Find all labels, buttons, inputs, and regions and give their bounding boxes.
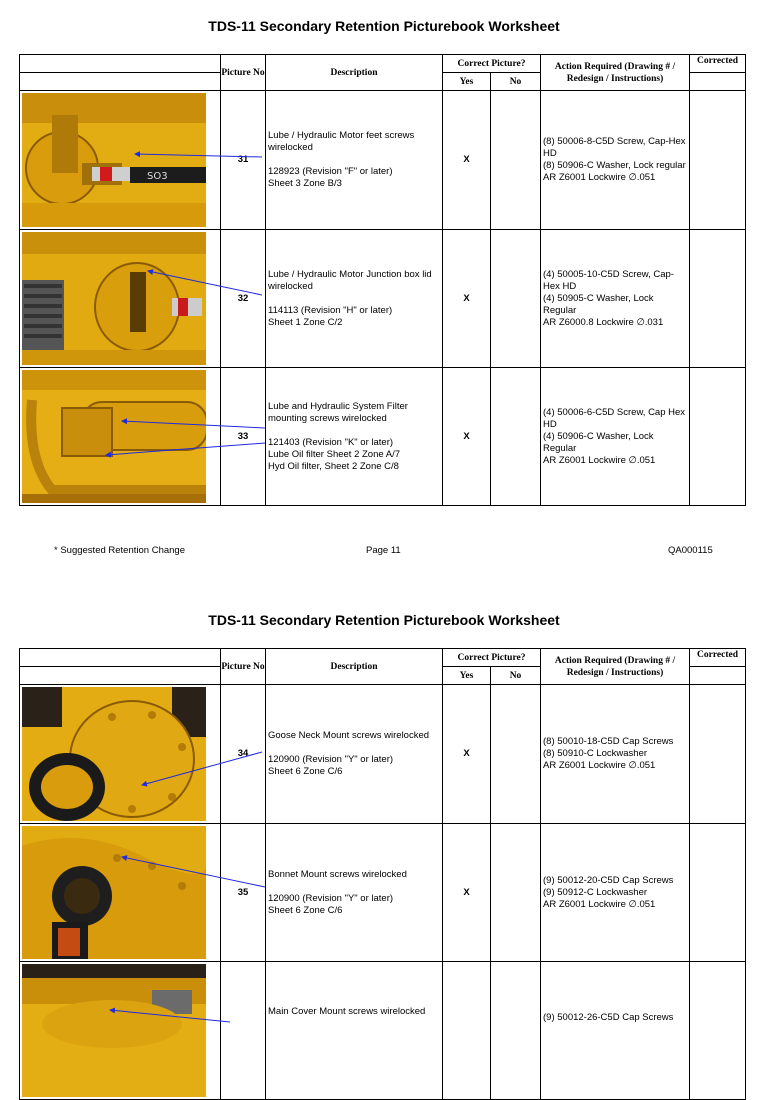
photo-goose-neck-mount-image	[22, 687, 206, 821]
table-row	[20, 91, 746, 230]
yes-checkbox[interactable]: X	[443, 368, 491, 506]
description-cell	[266, 824, 443, 962]
action-line: (9) 50912-C Lockwasher	[543, 886, 648, 898]
yes-checkbox[interactable]	[443, 962, 491, 1100]
footer-note: * Suggested Retention Change	[54, 545, 185, 556]
header-corrected-blank	[690, 73, 746, 91]
description-text: Lube / Hydraulic Motor feet screws wirelocked	[268, 130, 415, 153]
action-line: AR Z6001 Lockwire ∅.051	[543, 760, 656, 771]
description-text: Goose Neck Mount screws wirelocked	[268, 730, 430, 741]
action-line: (8) 50006-8-C5D Screw, Cap-Hex HD	[543, 136, 686, 159]
header-yes: Yes	[443, 73, 491, 91]
description-cell	[266, 368, 443, 506]
action-line: AR Z6001 Lockwire ∅.051	[543, 898, 656, 910]
description-text: Main Cover Mount screws wirelocked	[268, 1006, 426, 1017]
description-cell	[266, 685, 443, 824]
table-row	[20, 824, 746, 962]
description-text: Lube and Hydraulic System Filter mounting screws wirelocked	[268, 400, 408, 424]
action-line: AR Z6001 Lockwire ∅.051	[543, 172, 656, 183]
action-cell	[541, 91, 690, 230]
action-cell	[541, 685, 690, 824]
photo-cell	[20, 368, 221, 506]
no-checkbox[interactable]	[491, 962, 541, 1100]
header-correct-picture: Correct Picture?	[443, 649, 541, 667]
action-line: (4) 50005-10-C5D Screw, Cap-Hex HD	[543, 268, 674, 292]
header-corrected: Corrected	[690, 55, 746, 73]
description-reference: 120900 (Revision "Y" or later) Sheet 6 Zone C/6	[268, 754, 394, 777]
action-line: (9) 50012-20-C5D Cap Screws	[543, 874, 674, 886]
picture-number: 32	[221, 230, 266, 368]
description-reference: 114113 (Revision "H" or later) Sheet 1 Zone C/2	[268, 304, 393, 328]
header-description: Description	[266, 55, 443, 91]
header-blank	[20, 649, 221, 667]
action-line: AR Z6001 Lockwire ∅.051	[543, 454, 656, 466]
yes-checkbox[interactable]: X	[443, 824, 491, 962]
photo-cell	[20, 230, 221, 368]
description-reference: 128923 (Revision "F" or later) Sheet 3 Zone B/3	[268, 166, 393, 189]
no-checkbox[interactable]	[491, 824, 541, 962]
header-picture-no: Picture No	[221, 55, 266, 91]
action-line: (8) 50906-C Washer, Lock regular	[543, 160, 686, 171]
corrected-cell[interactable]	[690, 962, 746, 1100]
worksheet-table	[19, 54, 746, 506]
page-title: TDS-11 Secondary Retention Picturebook Worksheet	[208, 18, 560, 34]
no-checkbox[interactable]	[491, 368, 541, 506]
table-row	[20, 962, 746, 1100]
header-blank-2	[20, 73, 221, 91]
action-line: (4) 50905-C Washer, Lock Regular	[543, 292, 654, 316]
photo-bonnet-mount-image	[22, 826, 206, 959]
no-checkbox[interactable]	[491, 685, 541, 824]
photo-cell	[20, 685, 221, 824]
description-cell	[266, 230, 443, 368]
header-blank	[20, 55, 221, 73]
photo-hydraulic-motor-feet	[22, 93, 206, 227]
corrected-cell[interactable]	[690, 824, 746, 962]
svg-text:SO3: SO3	[147, 171, 168, 182]
picture-number: 31	[221, 91, 266, 230]
no-checkbox[interactable]	[491, 91, 541, 230]
header-action-required: Action Required (Drawing # / Redesign / Instructions)	[541, 55, 690, 91]
table-row	[20, 685, 746, 824]
header-no: No	[491, 73, 541, 91]
action-cell	[541, 824, 690, 962]
no-checkbox[interactable]	[491, 230, 541, 368]
description-cell	[266, 962, 443, 1100]
table-row	[20, 368, 746, 506]
header-description: Description	[266, 649, 443, 685]
header-correct-picture: Correct Picture?	[443, 55, 541, 73]
page-title: TDS-11 Secondary Retention Picturebook Worksheet	[208, 612, 560, 628]
corrected-cell[interactable]	[690, 91, 746, 230]
action-line: (8) 50010-18-C5D Cap Screws	[543, 736, 674, 747]
action-line: AR Z6000.8 Lockwire ∅.031	[543, 316, 664, 328]
header-picture-no: Picture No	[221, 649, 266, 685]
photo-cell	[20, 824, 221, 962]
worksheet-page-2	[0, 594, 768, 1024]
photo-main-cover-mount	[22, 964, 206, 1097]
photo-junction-box-lid	[22, 232, 206, 365]
picture-number	[221, 962, 266, 1100]
action-cell	[541, 962, 690, 1100]
action-line: (4) 50006-6-C5D Screw, Cap Hex HD	[543, 406, 686, 430]
photo-filter-mounting-image	[22, 370, 206, 503]
description-text: Bonnet Mount screws wirelocked	[268, 868, 407, 880]
description-cell	[266, 91, 443, 230]
header-yes: Yes	[443, 667, 491, 685]
yes-checkbox[interactable]: X	[443, 91, 491, 230]
description-text: Lube / Hydraulic Motor Junction box lid wirelocked	[268, 268, 432, 292]
description-reference: 120900 (Revision "Y" or later) Sheet 6 Zone C/6	[268, 892, 394, 916]
yes-checkbox[interactable]: X	[443, 685, 491, 824]
corrected-cell[interactable]	[690, 685, 746, 824]
footer-doc-id: QA000115	[668, 545, 713, 556]
description-reference: 121403 (Revision "K" or later) Lube Oil filter Sheet 2 Zone A/7 Hyd Oil filter, Sheet 2 Zone C/8	[268, 436, 401, 472]
corrected-cell[interactable]	[690, 368, 746, 506]
picture-number: 34	[221, 685, 266, 824]
action-cell	[541, 230, 690, 368]
action-cell	[541, 368, 690, 506]
header-blank-2	[20, 667, 221, 685]
photo-filter-mounting	[22, 370, 206, 503]
photo-cell	[20, 962, 221, 1100]
yes-checkbox[interactable]: X	[443, 230, 491, 368]
photo-cell	[20, 91, 221, 230]
photo-hydraulic-motor-feet-image	[22, 93, 206, 227]
header-corrected-blank	[690, 667, 746, 685]
photo-bonnet-mount	[22, 826, 206, 959]
footer-page-number: Page 11	[366, 545, 401, 556]
photo-goose-neck-mount	[22, 687, 206, 821]
header-no: No	[491, 667, 541, 685]
corrected-cell[interactable]	[690, 230, 746, 368]
table-row	[20, 230, 746, 368]
header-action-required: Action Required (Drawing # / Redesign / Instructions)	[541, 649, 690, 685]
worksheet-table	[19, 648, 746, 1100]
action-line: (8) 50910-C Lockwasher	[543, 748, 648, 759]
photo-junction-box-lid-image	[22, 232, 206, 365]
action-line: (4) 50906-C Washer, Lock Regular	[543, 430, 654, 454]
picture-number: 33	[221, 368, 266, 506]
photo-main-cover-mount-image	[22, 964, 206, 1097]
action-line: (9) 50012-26-C5D Cap Screws	[543, 1012, 674, 1023]
header-corrected: Corrected	[690, 649, 746, 667]
picture-number: 35	[221, 824, 266, 962]
